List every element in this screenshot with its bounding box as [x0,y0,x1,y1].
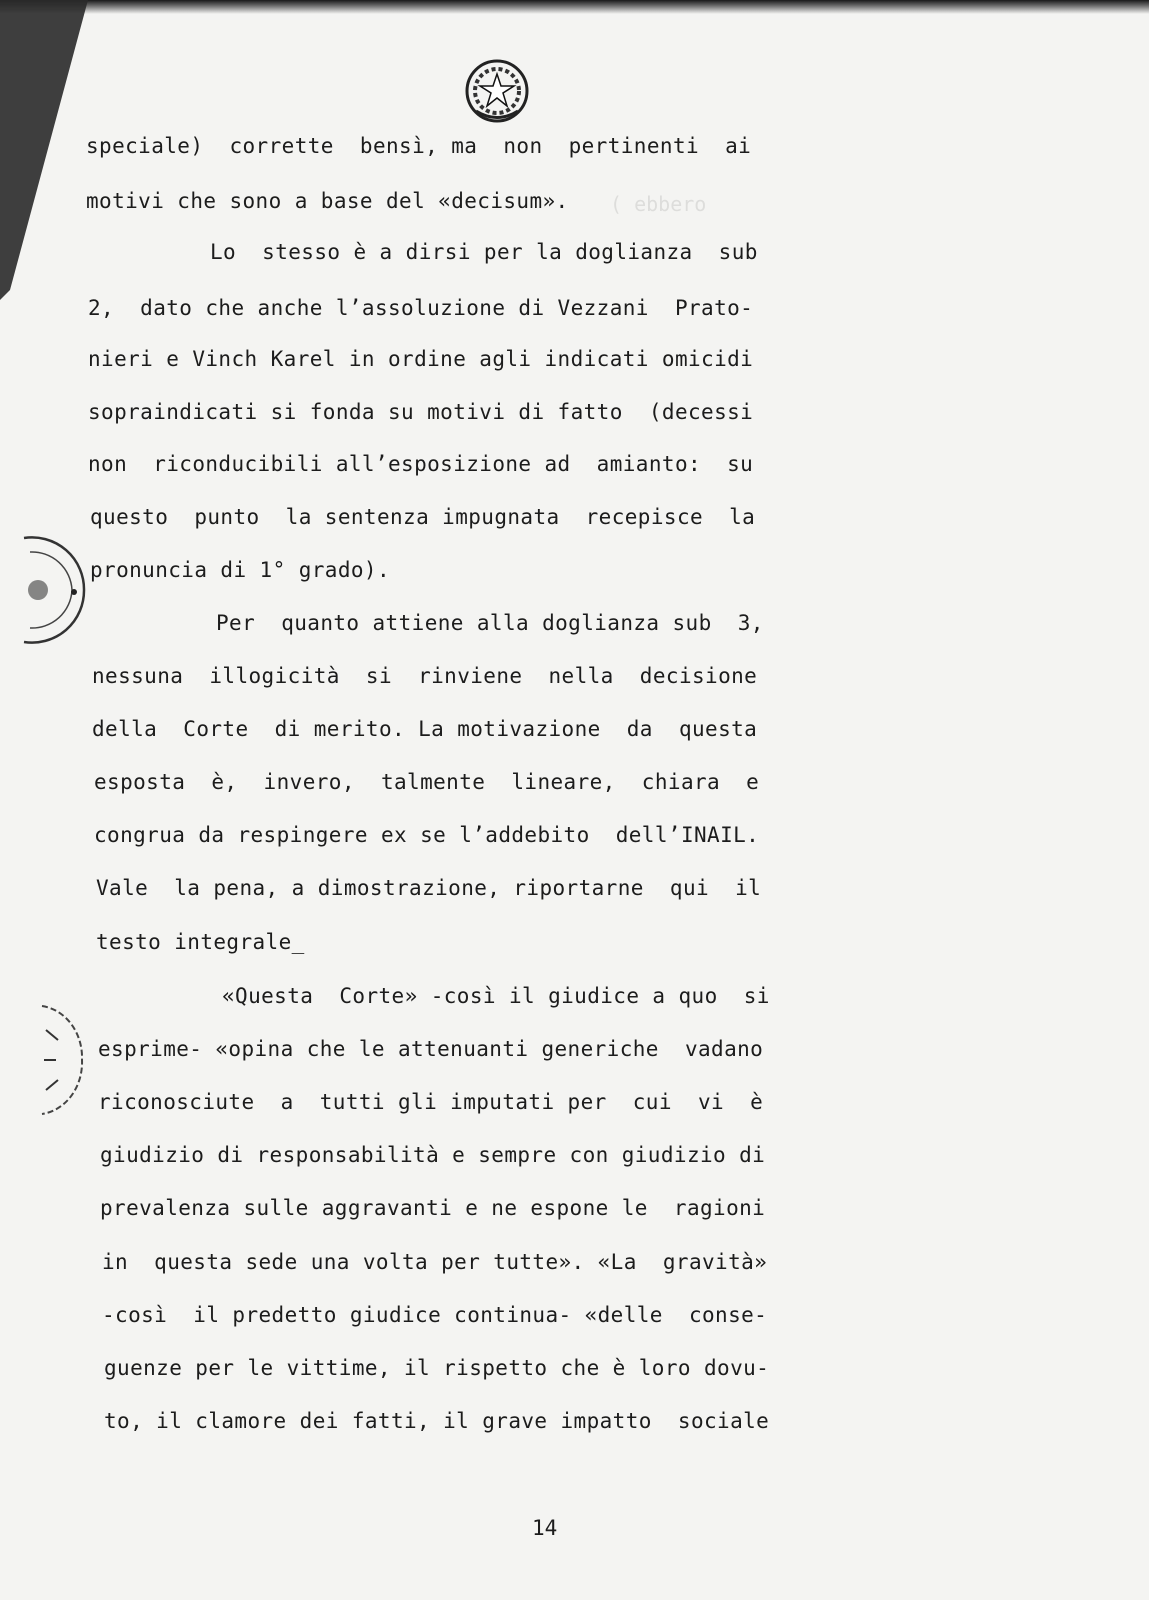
court-stamp-icon [14,530,94,650]
text-line-15: Vale la pena, a dimostrazione, riportarne qui il [96,876,762,900]
text-line-14: congrua da respingere ex se l’addebito dell’INAIL. [94,823,760,847]
text-line-4: 2, dato che anche l’assoluzione di Vezzani Prato- [88,296,754,320]
text-line-9: pronuncia di 1° grado). [90,558,390,582]
text-line-7: non riconducibili all’esposizione ad amianto: su [88,452,754,476]
text-line-12: della Corte di merito. La motivazione da questa [92,717,758,741]
text-line-13: esposta è, invero, talmente lineare, chiara e [94,770,760,794]
page-number: 14 [532,1516,558,1540]
text-line-5: nieri e Vinch Karel in ordine agli indicati omicidi [88,347,754,371]
text-line-25: to, il clamore dei fatti, il grave impatto sociale [104,1409,770,1433]
text-line-10: Per quanto attiene alla doglianza sub 3, [216,611,764,635]
text-line-23: -così il predetto giudice continua- «delle conse- [102,1303,768,1327]
court-stamp-icon [38,1000,88,1120]
text-line-1: speciale) corrette bensì, ma non pertinenti ai [86,134,752,158]
italian-republic-emblem-icon [462,56,532,126]
scan-edge-wedge [0,0,90,300]
text-line-2: motivi che sono a base del «decisum». [86,189,569,213]
text-line-3: Lo stesso è a dirsi per la doglianza sub [210,240,758,264]
text-line-22: in questa sede una volta per tutte». «La gravità» [102,1250,768,1274]
text-line-8: questo punto la sentenza impugnata recepisce la [90,505,756,529]
text-line-19: riconosciute a tutti gli imputati per cui vi è [98,1090,764,1114]
text-line-24: guenze per le vittime, il rispetto che è loro dovu- [104,1356,770,1380]
bleed-through-text: ( ebbero [610,192,707,216]
text-line-11: nessuna illogicità si rinviene nella decisione [92,664,758,688]
scan-edge-shadow [0,0,1149,14]
text-line-6: sopraindicati si fonda su motivi di fatto (decessi [88,400,754,424]
text-line-17: «Questa Corte» -così il giudice a quo si [222,984,770,1008]
text-line-21: prevalenza sulle aggravanti e ne espone le ragioni [100,1196,766,1220]
text-line-18: esprime- «opina che le attenuanti generiche vadano [98,1037,764,1061]
text-line-16: testo integrale_ [96,930,305,954]
text-line-20: giudizio di responsabilità e sempre con giudizio di [100,1143,766,1167]
